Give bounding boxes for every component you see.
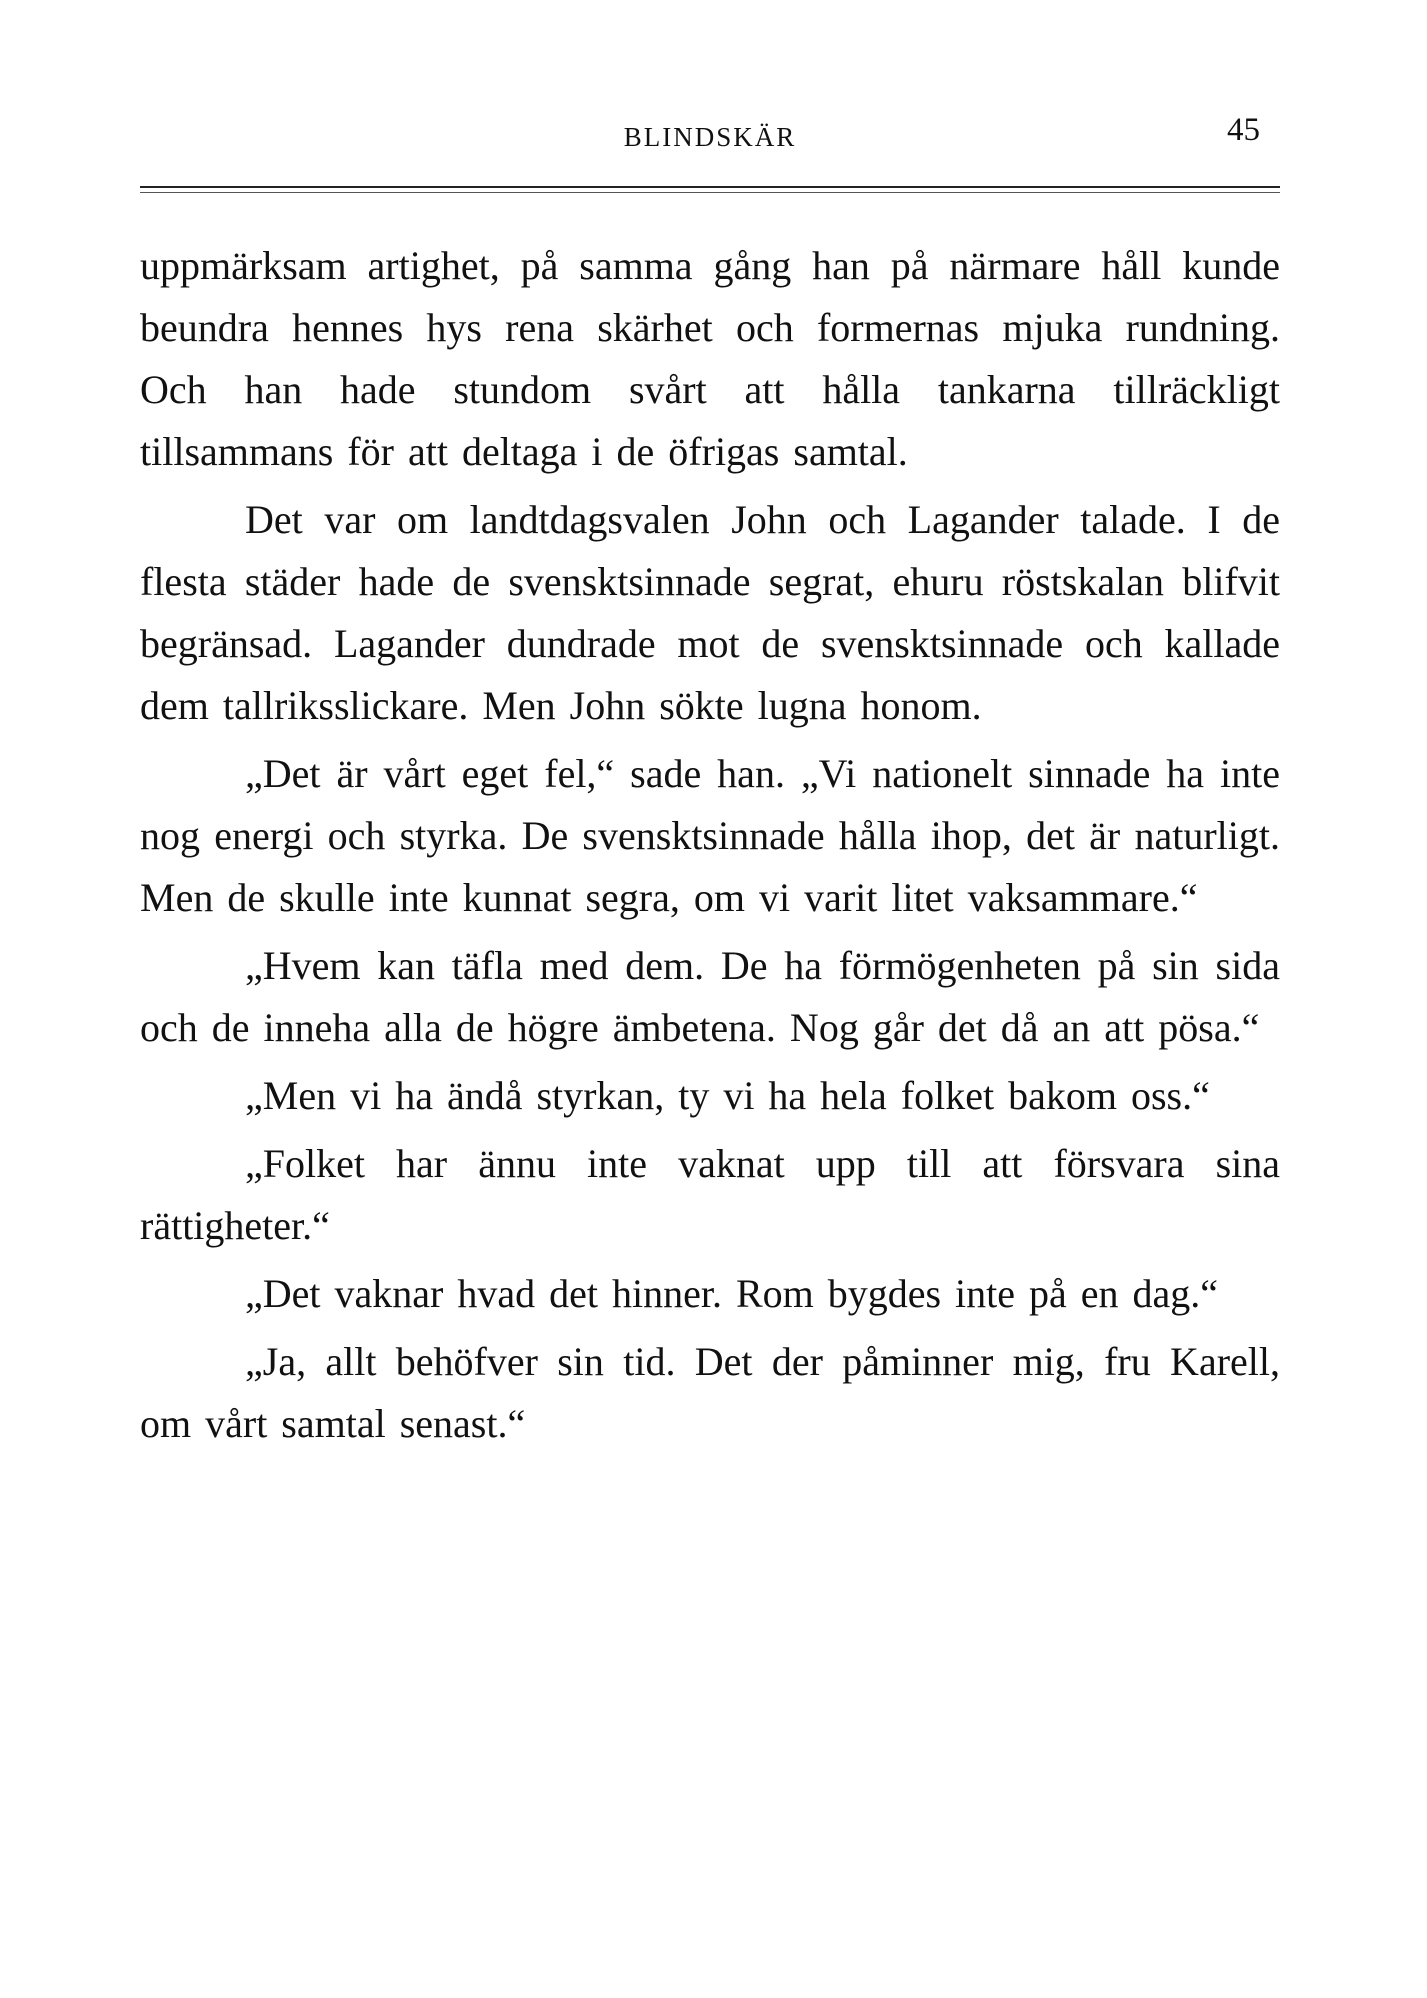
header-rule (140, 186, 1280, 188)
paragraph-6: „Folket har ännu inte vaknat upp till att försvara sina rättigheter.“ (140, 1141, 1280, 1248)
text-body (140, 235, 1280, 1461)
paragraph-5: „Men vi ha ändå styrkan, ty vi ha hela folket bakom oss.“ (245, 1073, 1210, 1118)
page-header (140, 110, 1280, 170)
paragraph-1: uppmärksam artighet, på samma gång han på närmare håll kunde beundra hennes hys rena skärhet och formernas mjuka rundning. Och han hade stundom svårt att hålla tankarna tillräckligt tillsammans för att deltaga i de öfrigas samtal. (140, 243, 1280, 474)
paragraph-7: „Det vaknar hvad det hinner. Rom bygdes inte på en dag.“ (245, 1271, 1219, 1316)
header-rule-thin (140, 192, 1280, 193)
page-number: 45 (1227, 112, 1260, 148)
paragraph-8: „Ja, allt behöfver sin tid. Det der påminner mig, fru Karell, om vårt samtal senast.“ (140, 1339, 1280, 1446)
paragraph-4: „Hvem kan täfla med dem. De ha förmögenheten på sin sida och de inneha alla de högre ämbetena. Nog går det då an att pösa.“ (140, 943, 1280, 1050)
paragraph-3: „Det är vårt eget fel,“ sade han. „Vi nationelt sinnade ha inte nog energi och styrka. De svensktsinnade hålla ihop, det är naturligt. Men de skulle inte kunnat segra, om vi varit litet vaksammare.“ (140, 751, 1280, 920)
running-title: BLINDSKÄR (623, 122, 797, 152)
paragraph-2: Det var om landtdagsvalen John och Lagander talade. I de flesta städer hade de svensktsinnade segrat, ehuru röstskalan blifvit begränsad. Lagander dundrade mot de svensktsinnade och kallade dem tallriksslickare. Men John sökte lugna honom. (140, 497, 1280, 728)
